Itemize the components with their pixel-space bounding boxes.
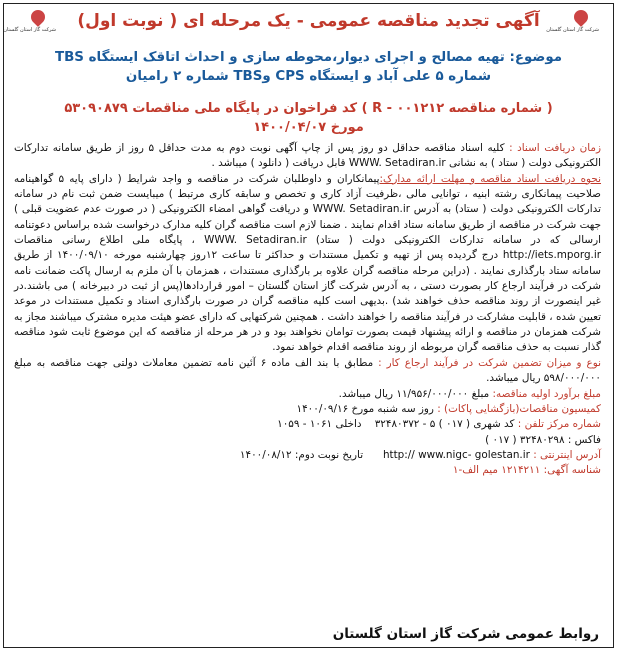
ad-id-paragraph [14, 463, 601, 478]
fax-paragraph [14, 433, 601, 448]
logo-caption: شرکت گاز استان گلستان [546, 27, 599, 33]
phone-internal: داخلی ۱۰۶۱ - ۱۰۵۹ [277, 418, 362, 431]
ad-id-label: شناسه آگهی: [543, 464, 601, 477]
commission-text: روز سه شنبه مورخ ۱۴۰۰/۰۹/۱۶ [296, 402, 438, 415]
tender-date: مورخ ۱۴۰۰/۰۴/۰۷ [253, 120, 364, 135]
estimate-label: مبلغ برآورد اولیه مناقصه: [492, 387, 601, 400]
phone-label: شماره مرکز تلفن : [517, 418, 601, 431]
ad-id-text: ۱۲۱۴۲۱۱ میم الف-۱ [452, 464, 544, 477]
subject-line-1: موضوع: تهیه مصالح و اجرای دیوار،محوطه سازی و احداث اتاقک ایستگاه TBS [54, 50, 563, 65]
commission-paragraph [14, 402, 601, 417]
phone-paragraph [14, 417, 601, 432]
receive-label: زمان دریافت اسناد : [509, 142, 602, 154]
receive-text: کلیه اسناد مناقصه حداقل دو روز پس از چاپ آگهی نوبت دوم به مدت حداقل ۵ روز از طریق سامانه تدارکات الکترونیکی دولت ( ستاد ) به نشانی WWW. Setadiran.ir قابل دریافت ( دانلود ) میباشد . [14, 142, 601, 170]
submit-paragraph [14, 172, 601, 356]
logo-caption: شرکت گاز استان گلستان [3, 27, 56, 33]
subject [14, 48, 603, 86]
ad-frame [3, 3, 614, 648]
tender-info [14, 99, 603, 137]
company-logo-right [546, 10, 599, 36]
commission-label: کمیسیون مناقصات(بازگشایی پاکات) : [437, 402, 601, 415]
fax-text: فاکس : ۳۲۴۸۰۲۹۸ ( ۰۱۷ ) [485, 433, 601, 446]
subject-line-2: شماره ۵ علی آباد و ایستگاه CPS وTBS شماره ۲ رامیان [125, 69, 492, 84]
receive-paragraph [14, 141, 601, 172]
tender-number: ( شماره مناقصه R - ۰۰۱۲۱۲ ) کد فراخوان در پایگاه ملی مناقصات ۵۳۰۹۰۸۷۹ [64, 101, 553, 116]
guarantee-label: نوع و میزان تضمین شرکت در فرآیند ارجاع کار : [378, 356, 601, 369]
second-notice-date: تاریخ نوبت دوم: ۱۴۰۰/۰۸/۱۲ [239, 448, 364, 461]
website-link[interactable]: http:// www.nigc- golestan.ir [382, 448, 530, 461]
estimate-text: مبلغ ۱۱/۹۵۶/۰۰۰/۰۰۰ ریال میباشد. [338, 387, 493, 400]
phone-text: کد شهری ( ۰۱۷ ) ۵ - ۳۲۴۸۰۳۷۲ [374, 418, 518, 431]
gas-flame-icon [571, 7, 591, 27]
website-paragraph [14, 448, 601, 463]
submit-label: نحوه دریافت اسناد مناقصه و مهلت ارائه مدارک: [379, 172, 602, 185]
ad-title: آگهی تجدید مناقصه عمومی - یک مرحله ای ( نوبت اول) [77, 11, 540, 31]
website-label: آدرس اینترنتی : [533, 448, 601, 461]
company-logo-left [3, 10, 56, 36]
footer-signature: روابط عمومی شرکت گاز استان گلستان [332, 626, 599, 642]
guarantee-paragraph [14, 356, 601, 387]
estimate-paragraph [14, 387, 601, 402]
submit-text: پیمانکاران و داوطلبان شرکت در مناقصه و واجد شرایط ( دارای پایه ۵ گواهینامه صلاحیت پیمانکاری رشته ابنیه ، توانایی مالی ،ظرفیت آزاد کاری و تخصص و سابقه کاری مرتبط ) میبایست ضمن ثبت نام در سامانه تدارکات الکترونیکی دولت ( ستاد) به آدرس WWW. Setadiran.ir و دریافت گواهی امضاء الکترونیکی ( در صورت عدم عضویت قبلی ) جهت شرکت در مناقصه از طریق سامانه ستاد اقدام نمایند . ضمنا لازم است مناقصه گران کلیه مدارک درخواست شده براساس دعوتنامه ارسالی که در سامانه تدارکات الکترونیکی دولت ( ستاد) WWW. Setadiran.ir ، پایگاه ملی اطلاع رسانی مناقصات http://iets.mporg.ir درج گردیده پس از تهیه و تکمیل مستندات و حداکثر تا ساعت ۱۲روز چهارشنبه مورخه ۱۴۰۰/۰۹/۱۰ از طریق سامانه ستاد بارگذاری نمایند . (دراین مرحله مناقصه گران علاوه بر بارگذاری مستندات ، همزمان با آن ملزم به ارسال پاکت ضمانت نامه شرکت در فرآیند ارجاع کار بصورت دستی ، به آدرس شرکت گاز استان گلستان – امور قراردادها(پس از ثبت در دبیرخانه ) می باشند.در غیر اینصورت از روند مناقصه حذف خواهند شد) .بدیهی است کلیه مناقصه گران در صورت بارگذاری اسناد و تکمیل مستندات در موعد تعیین شده ، قابلیت مشارکت در فرآیند مناقصه را خواهند داشت . همچنین شرکتهایی که دارای عضو هیئت مدیره مشترک میباشند مجاز به شرکت همزمان در مناقصه و ارائه پیشنهاد قیمت بصورت توامان نخواهند بود و در هر مرحله از مناقصه که این موضوع ثابت شود مناقصه گذار نسبت به حذف مناقصه گران مربوطه از روند مناقصه اقدام خواهد نمود. [14, 172, 601, 354]
ad-body [14, 141, 601, 479]
guarantee-text: مطابق با بند الف ماده ۶ آئین نامه تضمین معاملات دولتی جهت مناقصه به مبلغ ۵۹۸/۰۰۰/۰۰۰ ریال میباشد. [14, 356, 601, 385]
gas-flame-icon [28, 7, 48, 27]
